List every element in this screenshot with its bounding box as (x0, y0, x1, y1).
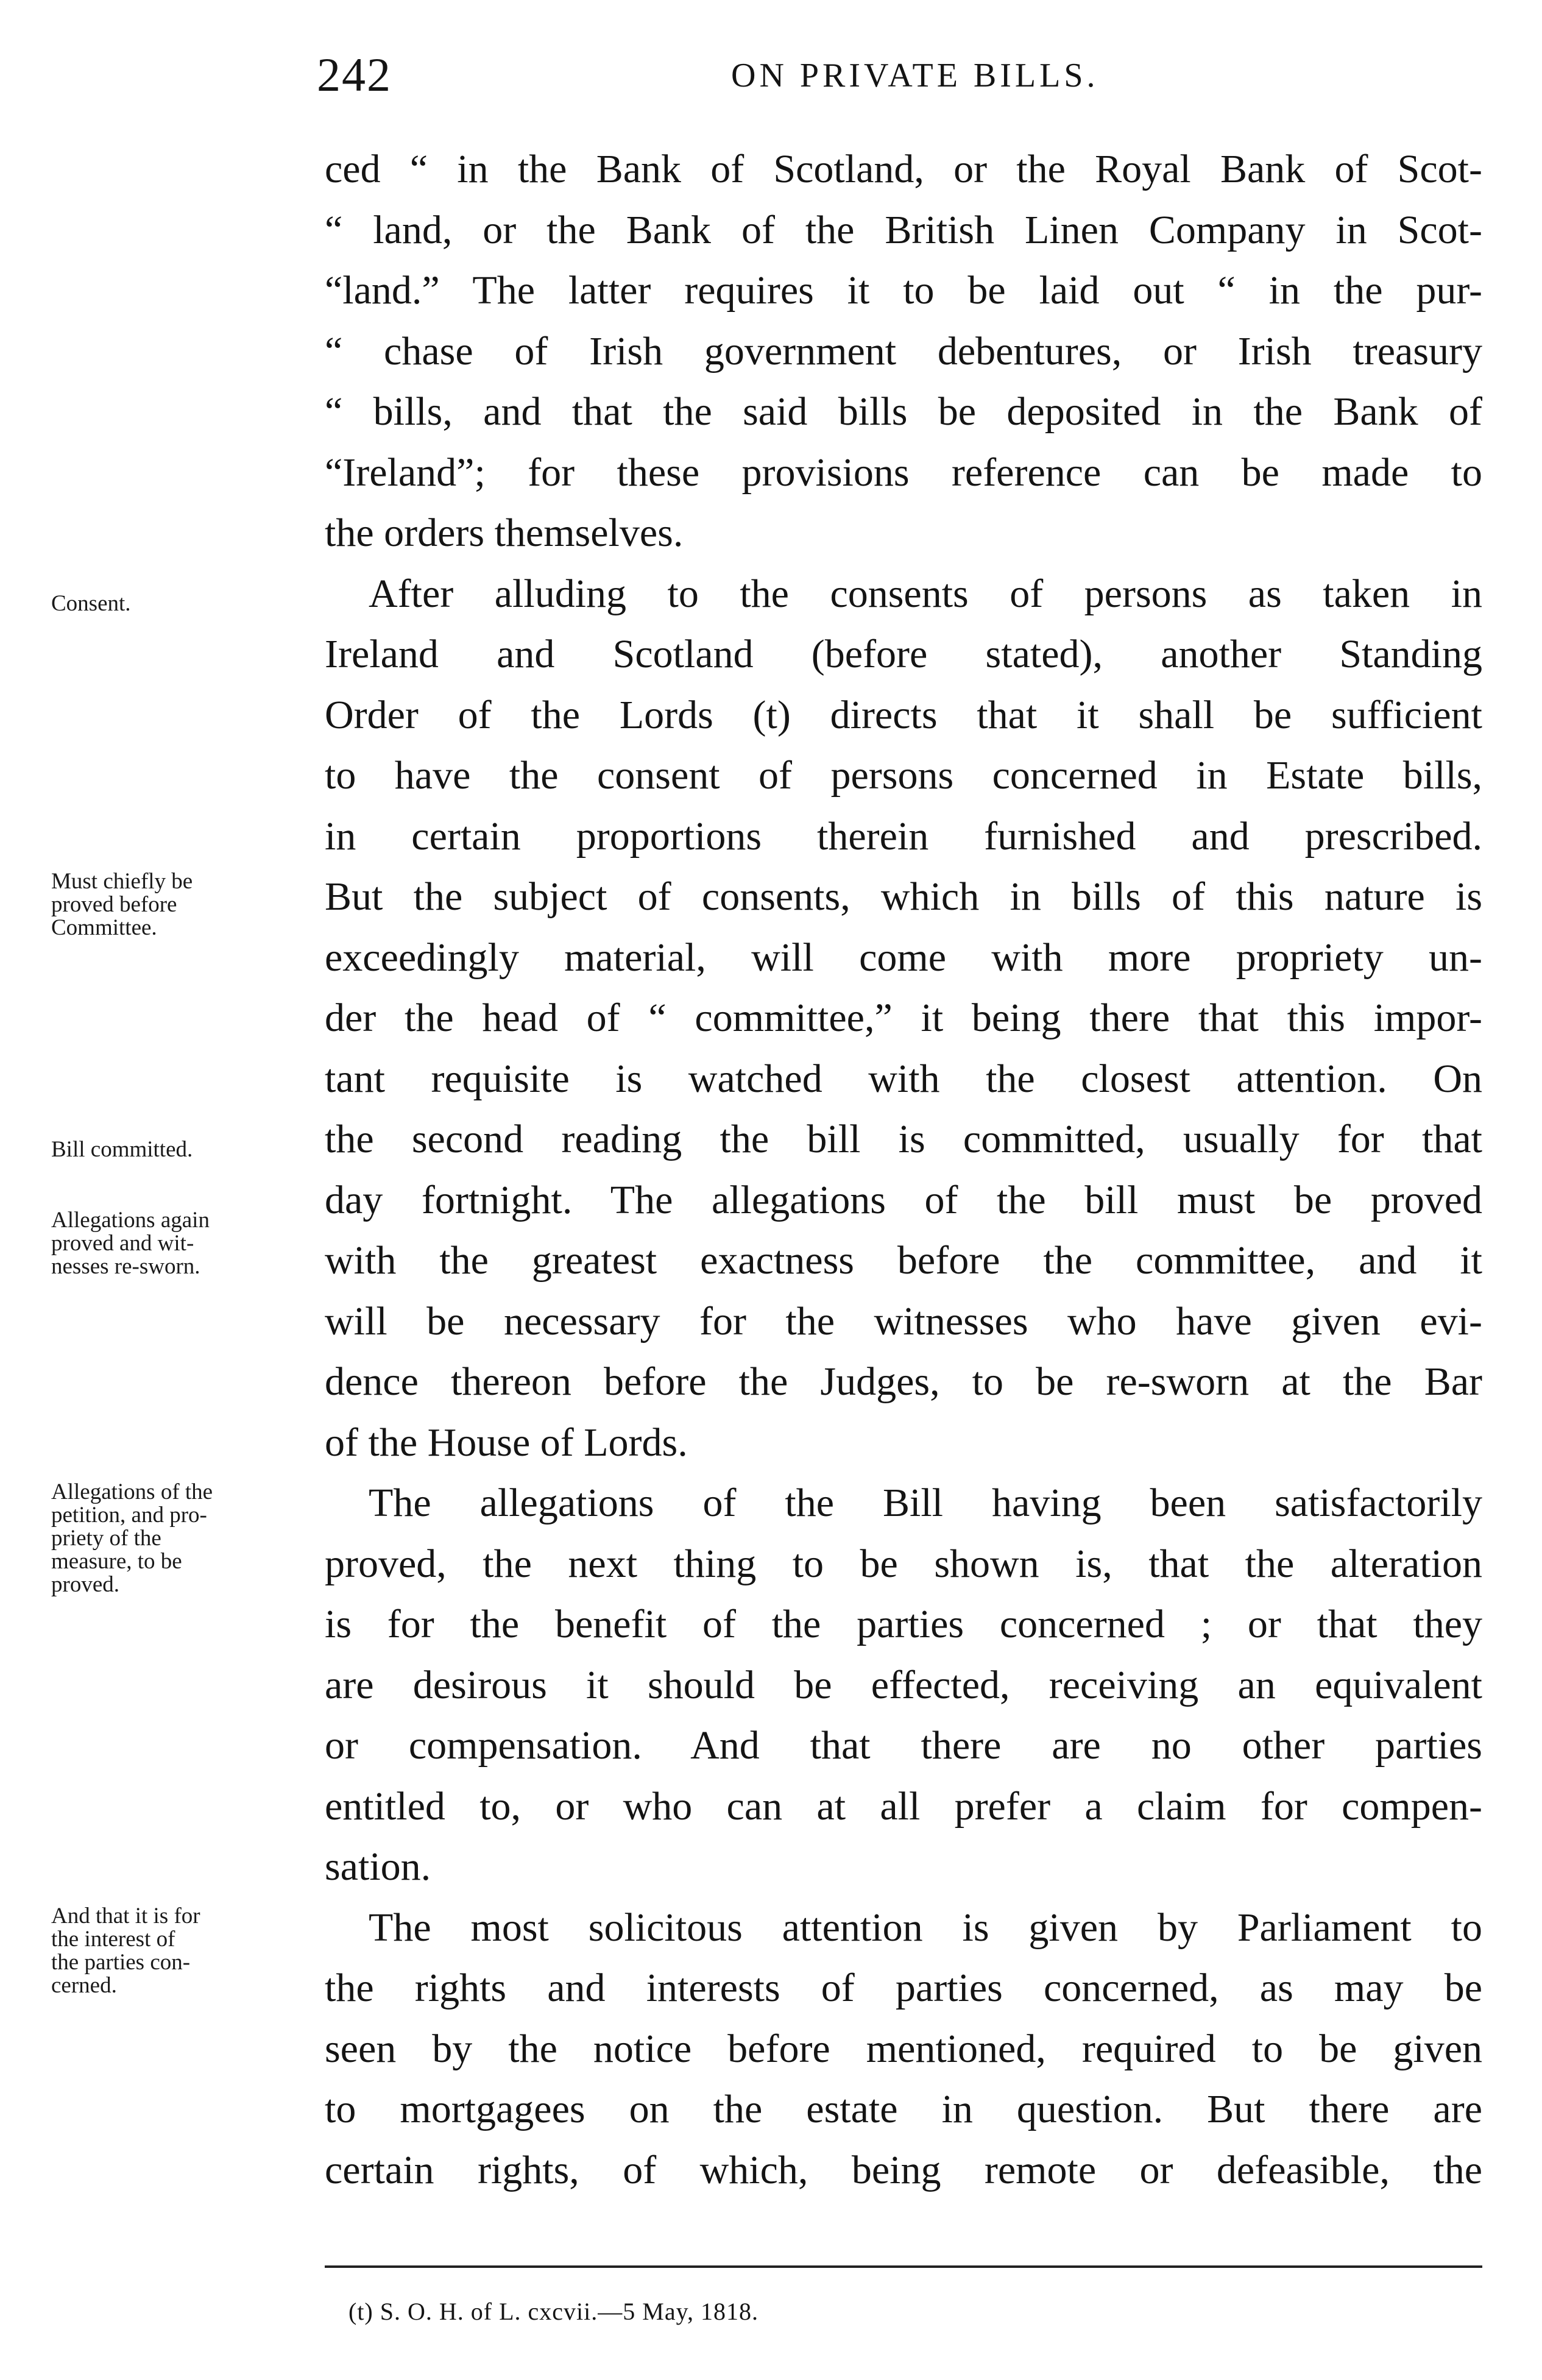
sidenote-line: cerned. (51, 1973, 117, 1998)
text-line: The allegations of the Bill having been satisfactorily (369, 1481, 1482, 1525)
text-line: But the subject of consents, which in bills of this nature is (325, 874, 1482, 919)
text-line: “Ireland”; for these provisions reference can be made to (325, 450, 1482, 495)
sidenote-line: Consent. (51, 591, 131, 616)
sidenote-line: the interest of (51, 1927, 175, 1952)
footnote: (t) S. O. H. of L. cxcvii.—5 May, 1818. (348, 2298, 759, 2325)
text-line: After alluding to the consents of persons as taken in (369, 571, 1482, 616)
sidenote-line: proved before (51, 892, 177, 917)
text-line: tant requisite is watched with the closest attention. On (325, 1056, 1482, 1101)
text-line: “ land, or the Bank of the British Linen Company in Scot- (325, 207, 1482, 252)
text-line: dence thereon before the Judges, to be re-sworn at the Bar (325, 1359, 1482, 1404)
text-line: in certain proportions therein furnished and prescribed. (325, 813, 1482, 859)
footnote-rule (325, 2265, 1482, 2268)
text-line: are desirous it should be effected, receiving an equivalent (325, 1662, 1482, 1707)
sidenote-must-be-proved (51, 870, 319, 940)
text-line: with the greatest exactness before the committee, and it (325, 1238, 1482, 1283)
sidenote-line: Bill committed. (51, 1137, 193, 1162)
text-line: “ bills, and that the said bills be deposited in the Bank of (325, 389, 1482, 434)
sidenote-line: proved and wit- (51, 1231, 194, 1256)
text-line: of the House of Lords. (325, 1420, 688, 1465)
sidenote-interest-of-parties (51, 1905, 319, 1997)
sidenote-line: measure, to be (51, 1549, 182, 1574)
text-line: certain rights, of which, being remote or defeasible, the (325, 2147, 1482, 2192)
text-line: “land.” The latter requires it to be laid out “ in the pur- (325, 268, 1482, 313)
text-line: the rights and interests of parties concerned, as may be (325, 1966, 1482, 2010)
sidenote-line: nesses re-sworn. (51, 1254, 200, 1279)
text-line: exceedingly material, will come with more propriety un- (325, 935, 1482, 980)
sidenote-line: petition, and pro- (51, 1503, 207, 1528)
sidenote-allegations-again (51, 1209, 319, 1278)
text-line: day fortnight. The allegations of the bill must be proved (325, 1177, 1482, 1222)
sidenote-line: And that it is for (51, 1904, 200, 1928)
text-line: entitled to, or who can at all prefer a claim for compen- (325, 1783, 1482, 1829)
sidenote-line: Allegations of the (51, 1479, 213, 1504)
text-line: Order of the Lords (t) directs that it shall be sufficient (325, 692, 1482, 737)
text-line: “ chase of Irish government debentures, or Irish treasury (325, 328, 1482, 374)
text-line: proved, the next thing to be shown is, that the alteration (325, 1541, 1482, 1586)
text-line: Ireland and Scotland (before stated), another Standing (325, 632, 1482, 676)
text-line: der the head of “ committee,” it being there that this impor- (325, 996, 1482, 1040)
sidenote-line: Must chiefly be (51, 869, 193, 894)
text-line: to mortgagees on the estate in question. But there are (325, 2087, 1482, 2131)
text-line: The most solicitous attention is given by Parliament to (369, 1905, 1482, 1950)
body-text (325, 139, 1482, 2200)
running-title: ON PRIVATE BILLS. (731, 57, 1099, 94)
text-line: the second reading the bill is committed, usually for that (325, 1117, 1482, 1161)
sidenote-line: proved. (51, 1572, 119, 1597)
text-line: the orders themselves. (325, 511, 684, 555)
text-line: ced “ in the Bank of Scotland, or the Royal Bank of Scot- (325, 147, 1482, 191)
text-line: sation. (325, 1844, 431, 1889)
text-line: to have the consent of persons concerned in Estate bills, (325, 753, 1482, 798)
sidenote-bill-committed (51, 1138, 319, 1161)
sidenote-line: Committee. (51, 915, 157, 940)
page-number: 242 (317, 48, 392, 101)
sidenote-allegations-of-petition (51, 1481, 319, 1596)
sidenote-consent (51, 592, 319, 615)
sidenote-line: priety of the (51, 1526, 161, 1551)
text-line: or compensation. And that there are no other parties (325, 1723, 1482, 1768)
text-line: will be necessary for the witnesses who have given evi- (325, 1298, 1482, 1344)
sidenote-line: the parties con- (51, 1950, 191, 1975)
text-line: is for the benefit of the parties concerned ; or that they (325, 1602, 1482, 1646)
text-line: seen by the notice before mentioned, required to be given (325, 2026, 1482, 2071)
sidenote-line: Allegations again (51, 1208, 210, 1233)
running-head (317, 48, 1474, 102)
